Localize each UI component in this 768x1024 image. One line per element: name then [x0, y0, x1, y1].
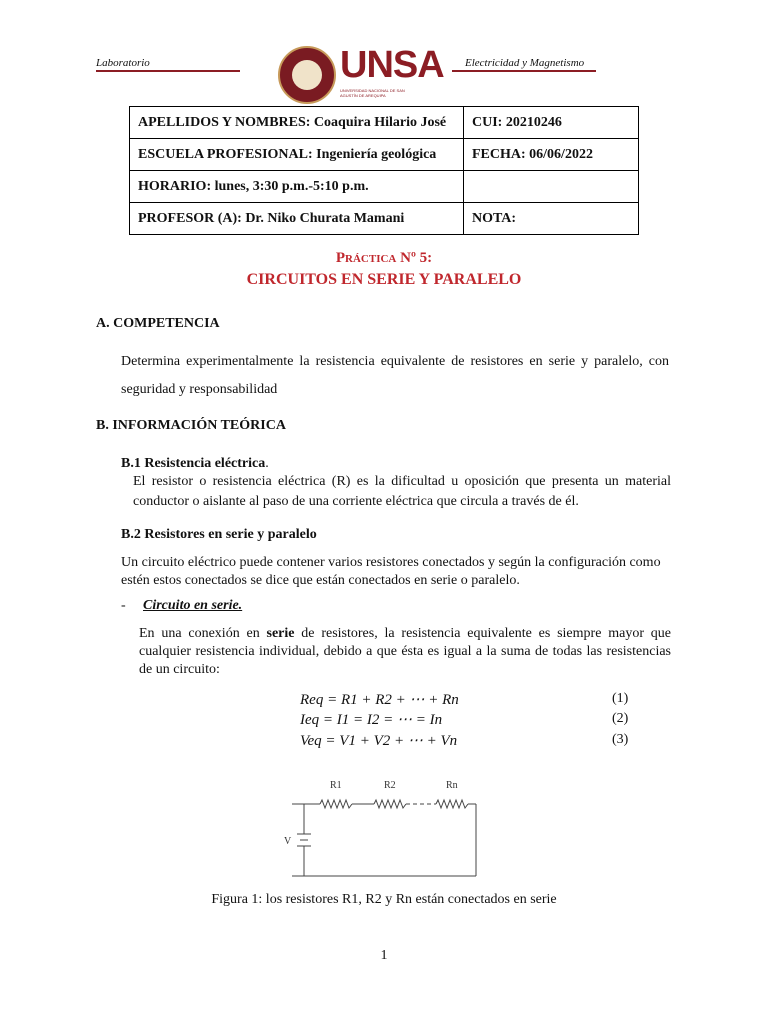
cui-cell: CUI: 20210246 [464, 107, 639, 139]
table-row [130, 139, 639, 171]
series-circuit-diagram [284, 770, 490, 880]
equation-1-number: (1) [612, 691, 629, 706]
header-left-label: Laboratorio [96, 57, 150, 69]
label-v: V [284, 836, 292, 847]
schedule-cell: HORARIO: lunes, 3:30 p.m.-5:10 p.m. [130, 171, 464, 203]
b1-text: El resistor o resistencia eléctrica (R) es la dificultad u oposición que presenta un material conductor o aislante al paso de una corriente eléctrica que circula a través de él. [133, 474, 671, 509]
series-circuit-text: En una conexión en serie de resistores, la resistencia equivalente es siempre mayor que cualquier resistencia individual, debido a que ésta es igual a la suma de todas las resistencias de un circuito: [139, 626, 671, 677]
logo-subtitle: UNIVERSIDAD NACIONAL DE SAN AGUSTÍN DE AREQUIPA [340, 88, 405, 98]
header-right-label: Electricidad y Magnetismo [465, 57, 585, 69]
bullet-dash: - [121, 598, 126, 613]
figure-caption: Figura 1: los resistores R1, R2 y Rn están conectados en serie [211, 892, 557, 907]
b2-text: Un circuito eléctrico puede contener varios resistores conectados y según la configuración como estén estos conectados se dice que están conectados en serie o paralelo. [121, 555, 661, 588]
equation-1: Req = R1 + R2 + ⋯ + Rn [300, 692, 459, 708]
page-number: 1 [380, 948, 388, 963]
equation-3-number: (3) [612, 732, 629, 747]
b2-title: B.2 Resistores en serie y paralelo [121, 527, 317, 542]
practice-title: Práctica Nº 5: [335, 250, 433, 266]
date-cell: FECHA: 06/06/2022 [464, 139, 639, 171]
professor-cell: PROFESOR (A): Dr. Niko Churata Mamani [130, 203, 464, 235]
school-cell: ESCUELA PROFESIONAL: Ingeniería geológica [130, 139, 464, 171]
table-row [130, 203, 639, 235]
student-info-table [129, 106, 639, 235]
b1-title: B.1 Resistencia eléctrica. [121, 456, 269, 471]
label-r1: R1 [330, 780, 342, 791]
header-left-rule [96, 70, 240, 72]
grade-cell: NOTA: [464, 203, 639, 235]
section-a-text: Determina experimentalmente la resistencia equivalente de resistores en serie y paralelo, con seguridad y responsabilidad [121, 354, 669, 397]
table-row [130, 171, 639, 203]
section-b-heading: B. INFORMACIÓN TEÓRICA [96, 418, 286, 433]
header-right-rule [452, 70, 596, 72]
label-rn: Rn [446, 780, 458, 791]
empty-cell [464, 171, 639, 203]
equation-3: Veq = V1 + V2 + ⋯ + Vn [300, 733, 458, 749]
university-seal-icon [278, 46, 336, 104]
equation-2: Ieq = I1 = I2 = ⋯ = In [300, 712, 443, 728]
names-cell: APELLIDOS Y NOMBRES: Coaquira Hilario José [130, 107, 464, 139]
series-circuit-title: Circuito en serie. [143, 598, 243, 613]
equation-2-number: (2) [612, 711, 629, 726]
logo-text: UNSA [340, 44, 444, 86]
university-logo [278, 44, 444, 106]
practice-subject: CIRCUITOS EN SERIE Y PARALELO [246, 271, 522, 288]
label-r2: R2 [384, 780, 396, 791]
table-row [130, 107, 639, 139]
section-a-heading: A. COMPETENCIA [96, 316, 220, 331]
